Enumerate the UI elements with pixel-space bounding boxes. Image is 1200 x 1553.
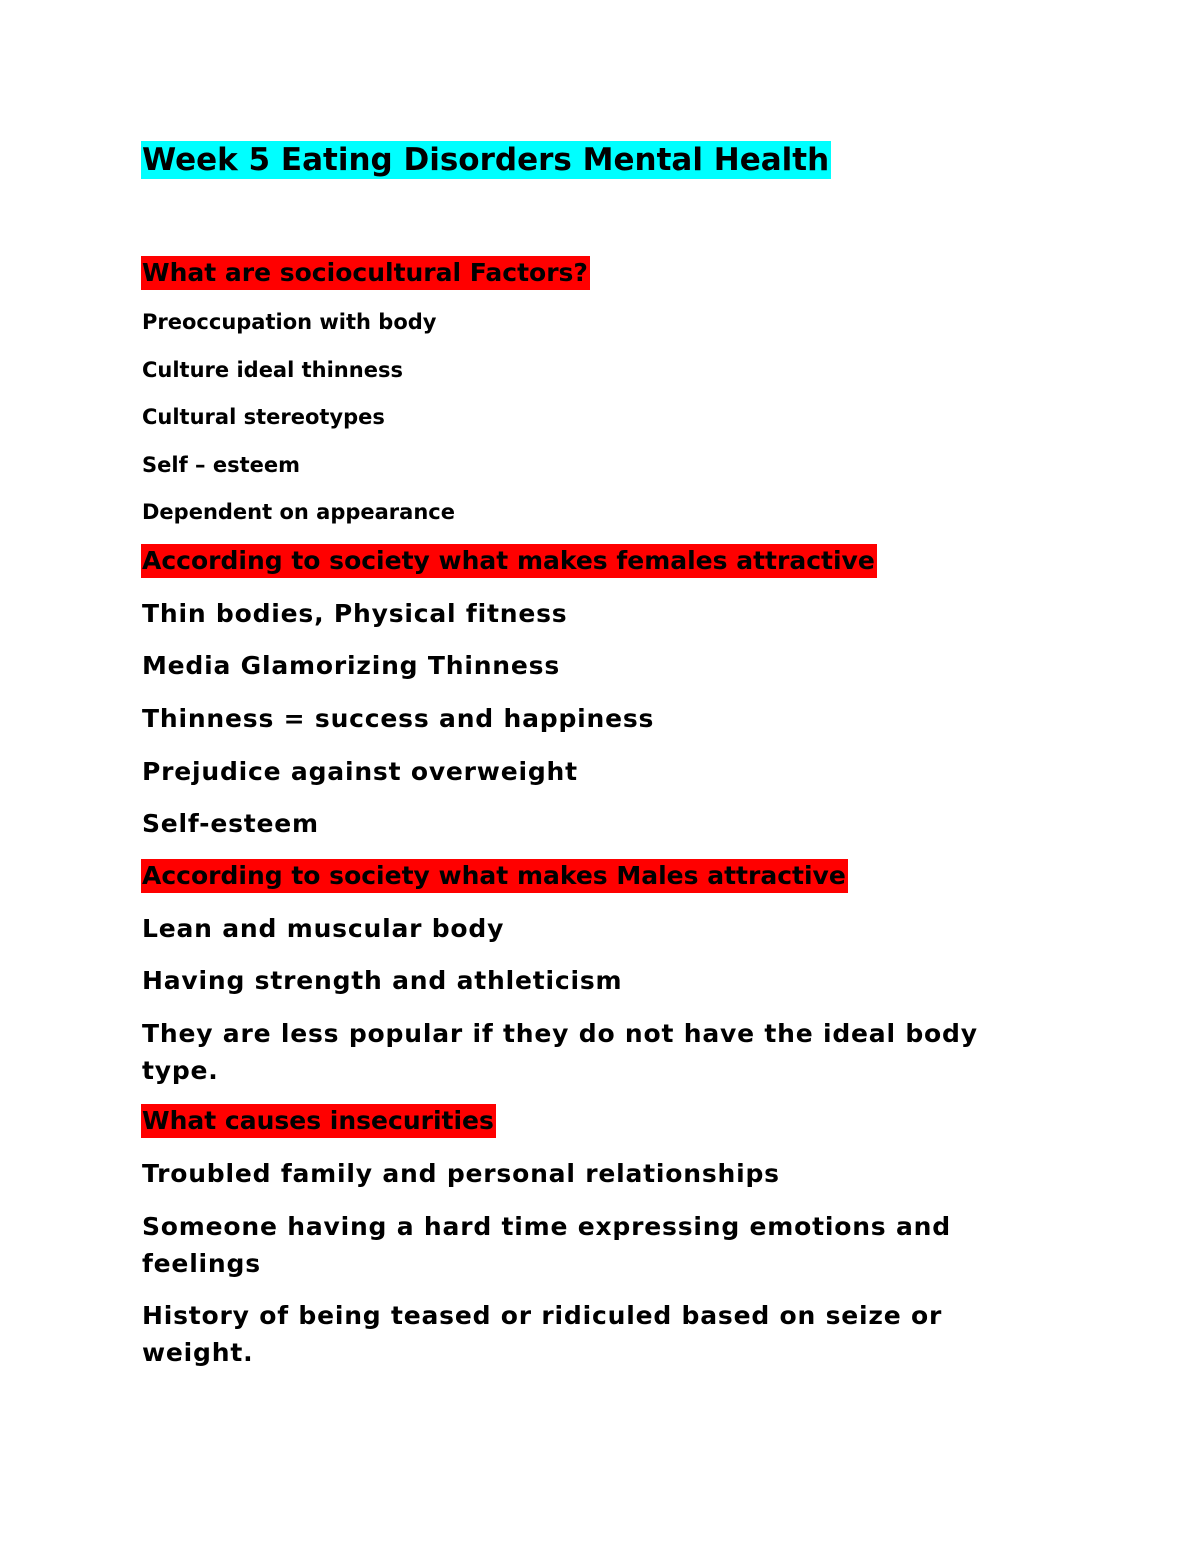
section-heading-sociocultural-factors: What are sociocultural Factors? — [141, 256, 590, 290]
list-item: Having strength and athleticism — [142, 966, 623, 995]
section-heading-males-attractive: According to society what makes Males attractive — [141, 859, 848, 893]
list-item: Media Glamorizing Thinness — [142, 651, 561, 680]
list-item: Preoccupation with body — [142, 310, 437, 334]
section-heading-females-attractive: According to society what makes females attractive — [141, 544, 877, 578]
list-item: Troubled family and personal relationships — [142, 1159, 780, 1188]
list-item: Dependent on appearance — [142, 500, 455, 524]
page-title: Week 5 Eating Disorders Mental Health — [142, 142, 830, 178]
list-item: Prejudice against overweight — [142, 757, 578, 786]
list-item: Self – esteem — [142, 453, 300, 477]
list-item: They are less popular if they do not have the ideal body type. — [142, 1019, 978, 1085]
list-item: Thin bodies, Physical fitness — [142, 599, 568, 628]
list-item: History of being teased or ridiculed based on seize or weight. — [142, 1301, 943, 1367]
list-item: Someone having a hard time expressing emotions and feelings — [142, 1212, 951, 1278]
list-item: Culture ideal thinness — [142, 358, 403, 382]
section-heading-insecurities: What causes insecurities — [141, 1104, 496, 1138]
list-item: Thinness = success and happiness — [142, 704, 655, 733]
list-item: Lean and muscular body — [142, 914, 505, 943]
list-item: Self-esteem — [142, 809, 319, 838]
list-item: Cultural stereotypes — [142, 405, 385, 429]
